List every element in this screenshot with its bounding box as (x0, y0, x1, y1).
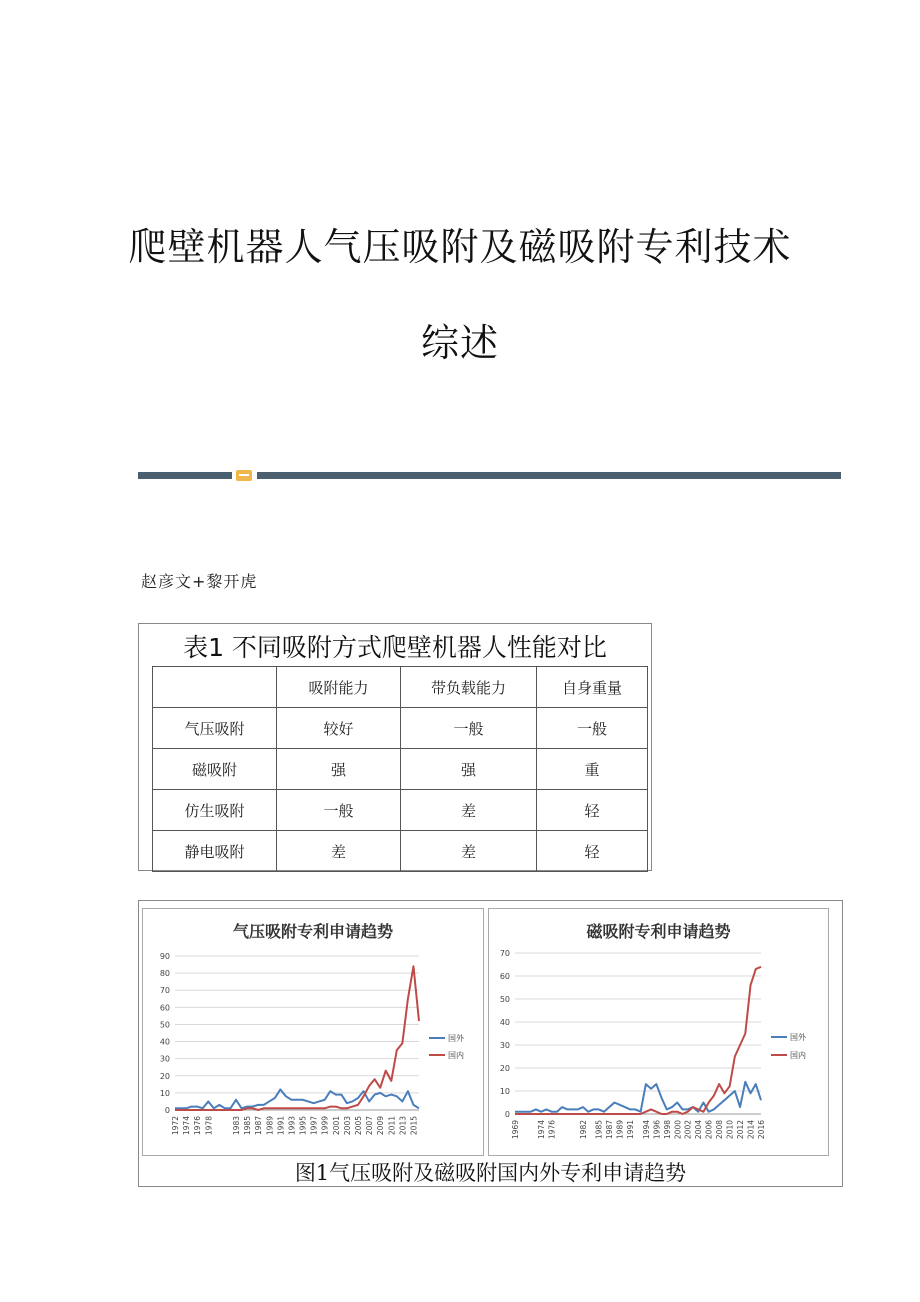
x-tick-label: 2013 (398, 1116, 408, 1136)
x-tick-label: 2009 (376, 1116, 386, 1136)
x-tick-label: 1987 (254, 1116, 264, 1136)
divider-badge-icon (236, 470, 252, 481)
y-tick-label: 10 (499, 1087, 510, 1096)
x-tick-label: 1994 (641, 1120, 651, 1140)
x-tick-label: 2016 (757, 1120, 766, 1140)
series-line-foreign (515, 1082, 761, 1112)
x-tick-label: 2001 (331, 1116, 341, 1136)
x-tick-label: 2015 (409, 1116, 419, 1136)
table-cell: 仿生吸附 (153, 790, 277, 831)
table-cell: 一般 (401, 708, 537, 749)
x-tick-label: 1974 (182, 1116, 192, 1136)
table-cell: 静电吸附 (153, 831, 277, 872)
y-tick-label: 0 (504, 1110, 510, 1119)
table-cell: 较好 (277, 708, 401, 749)
x-tick-label: 1999 (320, 1116, 330, 1136)
y-tick-label: 70 (499, 949, 510, 958)
table-header-cell (153, 667, 277, 708)
x-tick-label: 2003 (342, 1116, 352, 1136)
table-cell: 重 (537, 749, 648, 790)
x-tick-label: 2004 (694, 1120, 704, 1140)
x-tick-label: 1991 (626, 1120, 636, 1140)
table-cell: 一般 (537, 708, 648, 749)
x-tick-label: 1998 (662, 1120, 672, 1140)
table-cell: 气压吸附 (153, 708, 277, 749)
table-row (153, 708, 648, 749)
table-row (153, 831, 648, 872)
series-line-domestic (515, 967, 761, 1114)
x-tick-label: 1978 (204, 1116, 214, 1136)
authors: 赵彦文+黎开虎 (141, 572, 258, 591)
table-title: 表1 不同吸附方式爬壁机器人性能对比 (183, 633, 607, 662)
table-header-row (153, 667, 648, 708)
chart-title: 磁吸附专利申请趋势 (586, 922, 731, 941)
table-cell: 强 (277, 749, 401, 790)
comparison-table-figure (138, 623, 652, 871)
table-cell: 强 (401, 749, 537, 790)
table-cell: 轻 (537, 831, 648, 872)
x-tick-label: 1982 (579, 1120, 589, 1140)
x-tick-label: 1976 (193, 1116, 203, 1136)
y-tick-label: 30 (499, 1041, 510, 1050)
chart-magnetic-svg (489, 909, 828, 1155)
y-tick-label: 20 (159, 1071, 170, 1081)
x-tick-label: 2007 (365, 1116, 375, 1136)
chart-title: 气压吸附专利申请趋势 (232, 922, 393, 941)
x-tick-label: 2012 (736, 1120, 746, 1140)
patent-trend-figure (138, 900, 843, 1187)
x-tick-label: 1974 (537, 1120, 547, 1140)
document-title-line1: 爬壁机器人气压吸附及磁吸附专利技术 (128, 225, 792, 269)
document-title-line2: 综述 (420, 321, 499, 365)
x-tick-label: 1969 (511, 1120, 520, 1140)
x-tick-label: 1989 (615, 1120, 625, 1140)
legend-label: 国外 (448, 1034, 464, 1043)
title-divider (138, 470, 841, 480)
x-tick-label: 2005 (354, 1116, 363, 1136)
x-tick-label: 1989 (265, 1116, 275, 1136)
x-tick-label: 1972 (171, 1116, 180, 1136)
x-tick-label: 1983 (232, 1116, 241, 1136)
y-tick-label: 0 (164, 1106, 170, 1115)
x-tick-label: 1993 (287, 1116, 297, 1136)
table-cell: 差 (277, 831, 401, 872)
series-line-foreign (175, 1089, 419, 1108)
y-tick-label: 80 (159, 969, 170, 979)
table-row (153, 790, 648, 831)
y-tick-label: 40 (159, 1037, 170, 1047)
y-tick-label: 30 (159, 1054, 170, 1064)
table-header-cell: 吸附能力 (277, 667, 401, 708)
figure-caption: 图1气压吸附及磁吸附国内外专利申请趋势 (294, 1161, 687, 1185)
y-tick-label: 20 (499, 1064, 510, 1073)
divider-bar-right (257, 472, 841, 479)
x-tick-label: 1991 (276, 1116, 286, 1136)
legend-label: 国内 (448, 1051, 464, 1060)
x-tick-label: 1996 (652, 1120, 662, 1140)
table-cell: 差 (401, 790, 537, 831)
x-tick-label: 2006 (704, 1120, 714, 1140)
y-tick-label: 60 (159, 1003, 170, 1013)
y-tick-label: 10 (159, 1088, 170, 1098)
table-cell: 一般 (277, 790, 401, 831)
x-tick-label: 1976 (547, 1120, 557, 1140)
x-tick-label: 2011 (387, 1116, 397, 1136)
x-tick-label: 1985 (243, 1116, 253, 1136)
x-tick-label: 1995 (298, 1116, 308, 1136)
table-row (153, 749, 648, 790)
x-tick-label: 1985 (594, 1120, 604, 1140)
legend-label: 国内 (790, 1051, 806, 1060)
x-tick-label: 2008 (715, 1120, 725, 1140)
x-tick-label: 2014 (746, 1120, 756, 1140)
x-tick-label: 2010 (725, 1120, 735, 1140)
y-tick-label: 90 (159, 952, 170, 961)
chart-panel-pneumatic (142, 908, 484, 1156)
y-tick-label: 50 (159, 1020, 170, 1030)
table-cell: 轻 (537, 790, 648, 831)
y-tick-label: 40 (499, 1018, 510, 1027)
chart-pneumatic-svg (143, 909, 483, 1155)
x-tick-label: 1997 (309, 1116, 319, 1136)
series-line-domestic (175, 966, 419, 1110)
divider-bar-left (138, 472, 232, 479)
table-cell: 磁吸附 (153, 749, 277, 790)
y-tick-label: 60 (499, 972, 510, 981)
chart-panel-magnetic (488, 908, 829, 1156)
comparison-table (152, 666, 648, 872)
legend-label: 国外 (790, 1033, 806, 1042)
x-tick-label: 2000 (673, 1120, 683, 1140)
y-tick-label: 50 (499, 995, 510, 1004)
table-header-cell: 自身重量 (537, 667, 648, 708)
y-tick-label: 70 (159, 986, 170, 996)
table-cell: 差 (401, 831, 537, 872)
x-tick-label: 2002 (683, 1120, 693, 1140)
x-tick-label: 1987 (605, 1120, 615, 1140)
table-header-cell: 带负载能力 (401, 667, 537, 708)
